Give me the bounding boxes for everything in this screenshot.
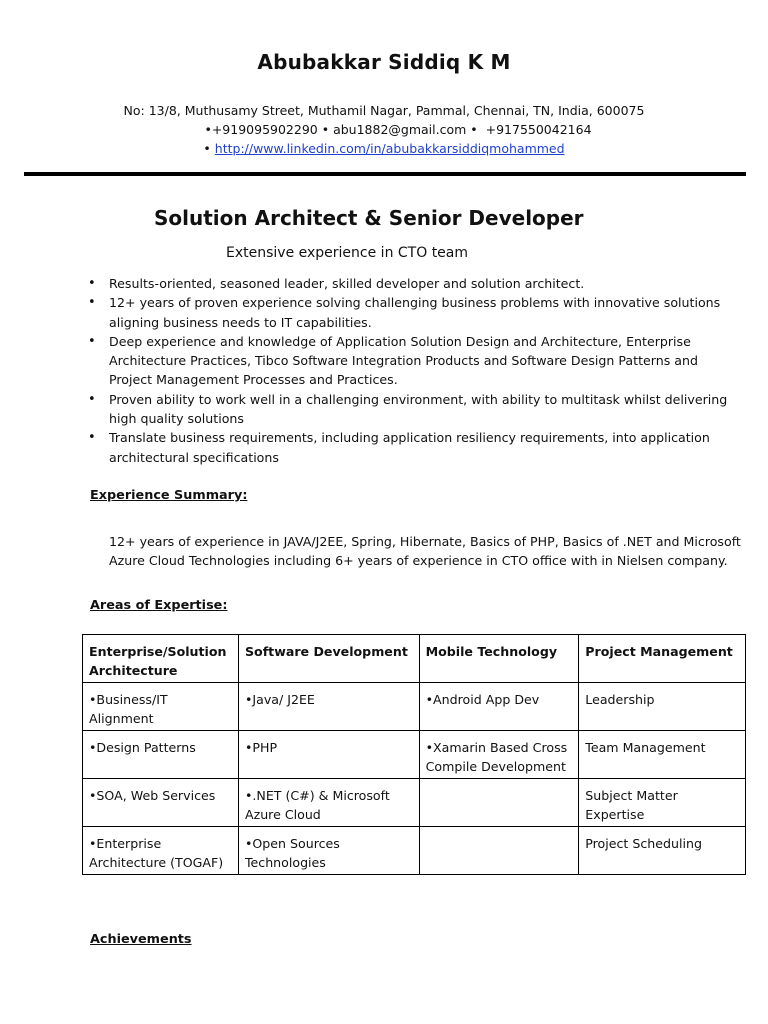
experience-summary-text: 12+ years of experience in JAVA/J2EE, Spring, Hibernate, Basics of PHP, Basics of .NET and Microsoft Azure Cloud Technologies including 6+ years of experience in CTO office with in Nielsen company.: [109, 534, 741, 569]
experience-summary-heading: Experience Summary:: [90, 488, 248, 503]
phone-email-line: [0, 120, 768, 139]
table-header-row: [83, 635, 746, 683]
list-item: • Results-oriented, seasoned leader, skilled developer and solution architect.: [84, 274, 744, 293]
header-divider: [24, 172, 746, 176]
table-cell: •PHP: [238, 731, 419, 779]
professional-subtitle: Extensive experience in CTO team: [226, 245, 469, 261]
table-cell: •Xamarin Based Cross Compile Development: [419, 731, 579, 779]
table-row: [83, 827, 746, 875]
email-address: abu1882@gmail.com: [333, 122, 467, 137]
achievements-heading: Achievements: [90, 932, 192, 947]
table-cell: Leadership: [579, 683, 746, 731]
table-cell: [419, 779, 579, 827]
table-cell: Subject Matter Expertise: [579, 779, 746, 827]
table-cell: •.NET (C#) & Microsoft Azure Cloud: [238, 779, 419, 827]
table-cell: •Android App Dev: [419, 683, 579, 731]
column-header: Project Management: [579, 635, 746, 683]
column-header: Software Development: [238, 635, 419, 683]
phone-secondary: +917550042164: [485, 122, 592, 137]
table-cell: •Java/ J2EE: [238, 683, 419, 731]
separator-bullet: •: [321, 122, 330, 137]
table-row: [83, 683, 746, 731]
highlights-list: [84, 274, 744, 467]
separator-bullet: •: [470, 122, 478, 137]
list-item: • Proven ability to work well in a challenging environment, with ability to multitask whilst delivering high quality solutions: [84, 390, 744, 429]
contact-block: [0, 101, 768, 158]
list-item: • Translate business requirements, including application resiliency requirements, into application architectural specifications: [84, 428, 744, 467]
linkedin-link[interactable]: http://www.linkedin.com/in/abubakkarsiddiqmohammed: [214, 141, 565, 156]
table-cell: •Enterprise Architecture (TOGAF): [83, 827, 239, 875]
professional-title: Solution Architect & Senior Developer: [154, 206, 584, 230]
candidate-name: Abubakkar Siddiq K M: [257, 50, 511, 74]
list-item: • Deep experience and knowledge of Application Solution Design and Architecture, Enterprise Architecture Practices, Tibco Software Integration Products and Software Design Patterns and Project Management Processes and Practices.: [84, 332, 744, 390]
table-cell: Project Scheduling: [579, 827, 746, 875]
column-header: Mobile Technology: [419, 635, 579, 683]
expertise-table: [82, 634, 746, 875]
linkedin-line: [0, 139, 768, 158]
table-row: [83, 779, 746, 827]
table-row: [83, 731, 746, 779]
table-cell: •Design Patterns: [83, 731, 239, 779]
address-line: No: 13/8, Muthusamy Street, Muthamil Nagar, Pammal, Chennai, TN, India, 600075: [123, 103, 645, 118]
list-item: • 12+ years of proven experience solving challenging business problems with innovative solutions aligning business needs to IT capabilities.: [84, 293, 744, 332]
phone-primary: •+919095902290: [204, 122, 318, 137]
table-cell: •Open Sources Technologies: [238, 827, 419, 875]
areas-of-expertise-heading: Areas of Expertise:: [90, 598, 228, 613]
table-cell: Team Management: [579, 731, 746, 779]
separator-bullet: •: [203, 141, 211, 156]
table-cell: •SOA, Web Services: [83, 779, 239, 827]
column-header: Enterprise/Solution Architecture: [83, 635, 239, 683]
table-cell: [419, 827, 579, 875]
table-cell: •Business/IT Alignment: [83, 683, 239, 731]
